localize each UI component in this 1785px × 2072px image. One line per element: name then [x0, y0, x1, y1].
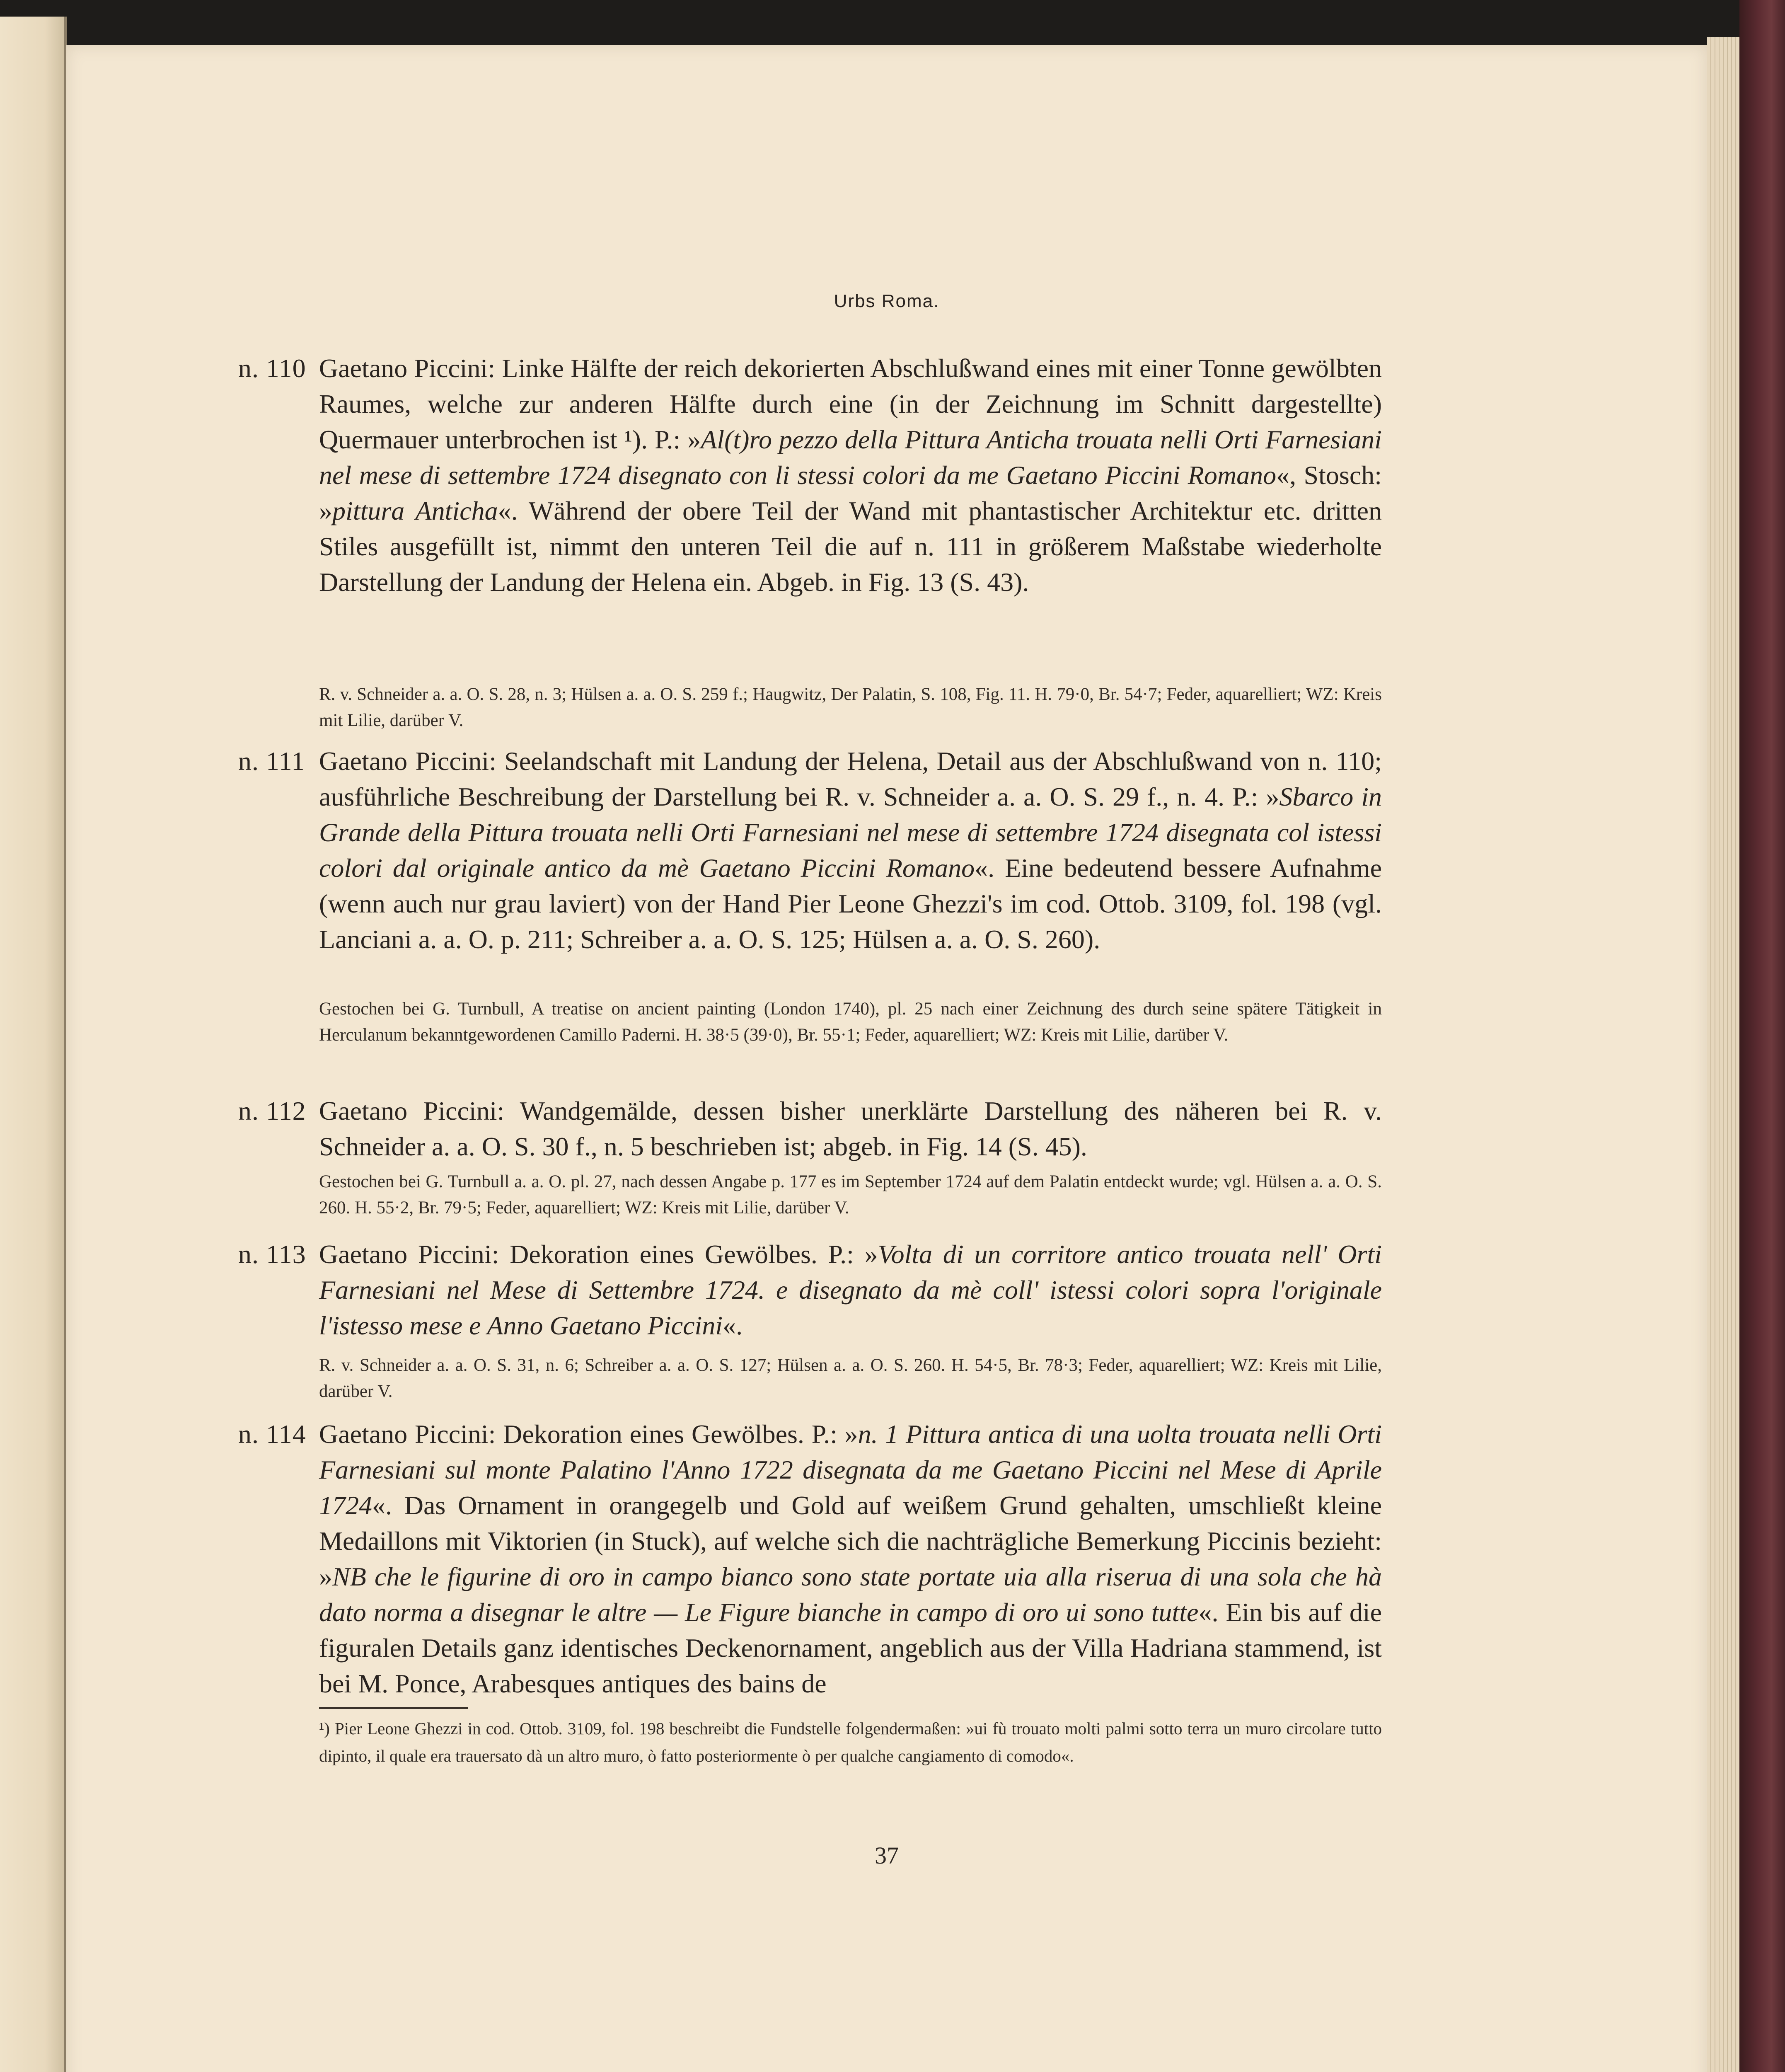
page-stack-edge	[1707, 37, 1739, 2072]
facing-page-edge	[0, 17, 67, 2072]
entry-reference: R. v. Schneider a. a. O. S. 28, n. 3; Hülsen a. a. O. S. 259 f.; Haugwitz, Der Palatin, S. 108, Fig. 11. H. 79·0, Br. 54·7; Feder, aquarelliert; WZ: Kreis mit Lilie, darüber V.	[319, 685, 1382, 730]
entry-number: n. 112	[238, 1096, 306, 1126]
footnote-rule	[319, 1707, 468, 1709]
entry-reference: R. v. Schneider a. a. O. S. 31, n. 6; Schreiber a. a. O. S. 127; Hülsen a. a. O. S. 260. H. 54·5, Br. 78·3; Feder, aquarelliert; WZ: Kreis mit Lilie, darüber V.	[319, 1356, 1382, 1401]
entry-text: Gaetano Piccini: Dekoration eines Gewölbes. P.: »Volta di un corritore antico trouata nell' Orti Farnesiani nel Mese di Settembre 1724. e disegnato da mè coll' istessi colori sopra l'originale l'istesso mese e Anno Gaetano Piccini«.	[319, 1239, 1382, 1340]
running-head: Urbs Roma.	[834, 291, 940, 311]
entry-number: n. 111	[238, 746, 305, 776]
entry-number: n. 114	[238, 1419, 306, 1449]
entry-reference: Gestochen bei G. Turnbull, A treatise on ancient painting (London 1740), pl. 25 nach einer Zeichnung des durch seine spätere Tätigkeit in Herculanum bekanntgewordenen Camillo Paderni. H. 38·5 (39·0), Br. 55·1; Feder, aquarelliert; WZ: Kreis mit Lilie, darüber V.	[319, 999, 1382, 1045]
italic-quote: n. 1 Pittura antica di una uolta trouata nelli Orti Farnesiani sul monte Palatino l'Anno 1722 disegnata da me Gaetano Piccini nel Mese di Aprile 1724	[319, 1419, 1382, 1520]
entry-text: Gaetano Piccini: Linke Hälfte der reich dekorierten Abschlußwand eines mit einer Tonne gewölbten Raumes, welche zur anderen Hälfte durch eine (in der Zeichnung im Schnitt dargestellte) Quermauer unterbrochen ist ¹). P.: »Al(t)ro pezzo della Pittura Anticha trouata nelli Orti Farnesiani nel mese di settembre 1724 disegnato con li stessi colori da me Gaetano Piccini Romano«, Stosch: »pittura Anticha«. Während der obere Teil der Wand mit phantastischer Architektur etc. dritten Stiles ausgefüllt ist, nimmt den unteren Teil die auf n. 111 in größerem Maßstabe wiederholte Darstellung der Landung der Helena ein. Abgeb. in Fig. 13 (S. 43).	[319, 353, 1382, 597]
entry-text: Gaetano Piccini: Dekoration eines Gewölbes. P.: »n. 1 Pittura antica di una uolta trouata nelli Orti Farnesiani sul monte Palatino l'Anno 1722 disegnata da me Gaetano Piccini nel Mese di Aprile 1724«. Das Ornament in orangegelb und Gold auf weißem Grund gehalten, umschließt kleine Medaillons mit Viktorien (in Stuck), auf welche sich die nachträgliche Bemerkung Piccinis bezieht: »NB che le figurine di oro in campo bianco sono state portate uia alla riserua di una sola che hà dato norma a disegnar le altre — Le Figure bianche in campo di oro ui sono tutte«. Ein bis auf die figuralen Details ganz identisches Deckenornament, angeblich aus der Villa Hadriana stammend, ist bei M. Ponce, Arabesques antiques des bains de	[319, 1419, 1382, 1698]
entry-number: n. 113	[238, 1239, 306, 1269]
entry-reference: Gestochen bei G. Turnbull a. a. O. pl. 27, nach dessen Angabe p. 177 es im September 1724 auf dem Palatin entdeckt wurde; vgl. Hülsen a. a. O. S. 260. H. 55·2, Br. 79·5; Feder, aquarelliert; WZ: Kreis mit Lilie, darüber V.	[319, 1172, 1382, 1218]
italic-quote: pittura Anticha	[332, 496, 498, 525]
italic-quote: Volta di un corritore antico trouata nell' Orti Farnesiani nel Mese di Settembre 1724. e disegnato da mè coll' istessi colori sopra l'originale l'istesso mese e Anno Gaetano Piccini	[319, 1239, 1382, 1340]
page-number: 37	[875, 1842, 899, 1869]
entry-number: n. 110	[238, 353, 306, 383]
book-page	[66, 45, 1707, 2072]
italic-quote: NB che le figurine di oro in campo bianco sono state portate uia alla riserua di una sola che hà dato norma a disegnar le altre — Le Figure bianche in campo di oro ui sono tutte	[319, 1562, 1382, 1627]
footnote: ¹) Pier Leone Ghezzi in cod. Ottob. 3109, fol. 198 beschreibt die Fundstelle folgendermaßen: »ui fù trouato molti palmi sotto terra un muro circolare tutto dipinto, il quale era trauersato dà un altro muro, ò fatto posteriormente ò per qualche cangiamento di comodo«.	[319, 1719, 1382, 1765]
book-cover-edge	[1739, 0, 1785, 2072]
entry-text: Gaetano Piccini: Wandgemälde, dessen bisher unerklärte Darstellung des näheren bei R. v. Schneider a. a. O. S. 30 f., n. 5 beschrieben ist; abgeb. in Fig. 14 (S. 45).	[319, 1096, 1382, 1161]
italic-quote: Al(t)ro pezzo della Pittura Anticha trouata nelli Orti Farnesiani nel mese di settembre 1724 disegnato con li stessi colori da me Gaetano Piccini Romano	[319, 425, 1382, 490]
entry-text: Gaetano Piccini: Seelandschaft mit Landung der Helena, Detail aus der Abschlußwand von n. 110; ausführliche Beschreibung der Darstellung bei R. v. Schneider a. a. O. S. 29 f., n. 4. P.: »Sbarco in Grande della Pittura trouata nelli Orti Farnesiani nel mese di settembre 1724 disegnata col istessi colori dal originale antico da mè Gaetano Piccini Romano«. Eine bedeutend bessere Aufnahme (wenn auch nur grau laviert) von der Hand Pier Leone Ghezzi's im cod. Ottob. 3109, fol. 198 (vgl. Lanciani a. a. O. p. 211; Schreiber a. a. O. S. 125; Hülsen a. a. O. S. 260).	[319, 746, 1382, 954]
italic-quote: Sbarco in Grande della Pittura trouata nelli Orti Farnesiani nel mese di settembre 1724 disegnata col istessi colori dal originale antico da mè Gaetano Piccini Romano	[319, 782, 1382, 883]
